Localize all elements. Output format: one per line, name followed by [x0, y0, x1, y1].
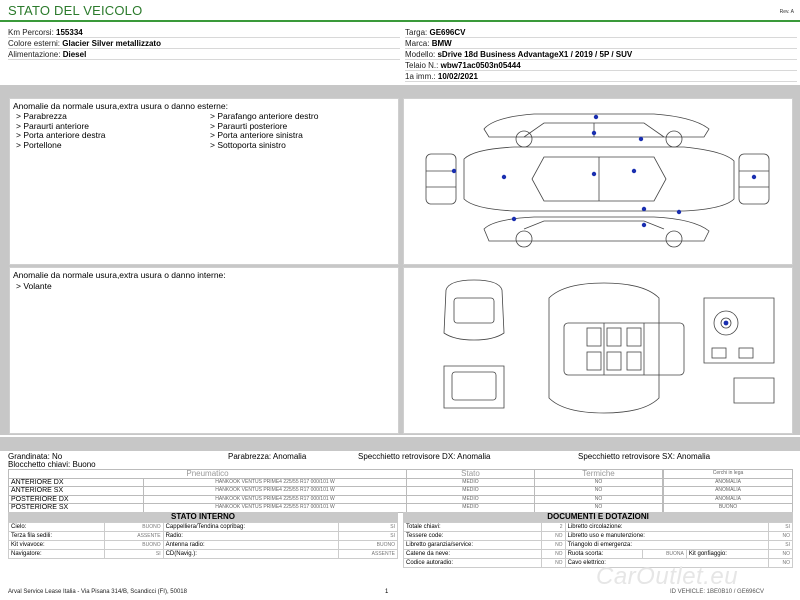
hail-status: Grandinata: No: [8, 452, 63, 461]
kv-label: Antenna radio:: [163, 541, 338, 550]
external-damage-item: > Sottoporta sinistro: [210, 139, 286, 150]
internal-damage-item: > Volante: [16, 281, 52, 291]
footer-vehicle-id: ID VEHICLE: 1BE0B10 / GE696CV: [670, 589, 765, 595]
kv-value: BUONA: [643, 550, 687, 559]
rim-state: ANOMALIA: [664, 478, 793, 487]
tyre-row: [9, 504, 663, 513]
external-diagram-panel: [403, 98, 793, 265]
kv-label: Kit gonfiaggio:: [686, 550, 768, 559]
kv-label: Libretto garanzia/service:: [404, 541, 542, 550]
tyre-thermal: NO: [535, 487, 663, 496]
external-damage-item: > Porta anteriore destra: [16, 130, 106, 140]
plate-value: GE696CV: [429, 28, 466, 37]
color-value: Glacier Silver metallizzato: [62, 39, 161, 48]
kv-label: Libretto uso e manutenzione:: [565, 532, 769, 541]
tyre-state: MEDIO: [407, 495, 535, 504]
fuel-row: [8, 49, 400, 60]
tyre-model: HANKOOK VENTUS PRIME4 225/55 R17 000/101 W: [144, 478, 407, 487]
kv-value: SI: [339, 523, 398, 532]
kv-label: Kit vivavoce:: [9, 541, 105, 550]
kv-value: BUONO: [104, 541, 163, 550]
windshield-status: Parabrezza: Anomalia: [228, 452, 307, 461]
kv-value: NO: [769, 550, 793, 559]
model-value: sDrive 18d Business AdvantageX1 / 2019 / 5P / SUV: [437, 50, 633, 59]
plate-label: Targa:: [405, 28, 428, 37]
internal-damage-title: Anomalie da normale usura,extra usura o danno interne:: [13, 270, 226, 280]
documents-row: [404, 532, 793, 541]
kv-label: Codice autoradio:: [404, 559, 542, 568]
external-damage-panel: [9, 98, 399, 265]
kv-value: SI: [339, 532, 398, 541]
key-lock-status: Blocchetto chiavi: Buono: [8, 460, 96, 469]
color-label: Colore esterni:: [8, 39, 61, 48]
internal-state-row: [9, 541, 398, 550]
revision-label: Rev. A: [779, 9, 794, 15]
model-row: [405, 49, 797, 60]
internal-damage-panel: [9, 267, 399, 434]
documents-row: [404, 541, 793, 550]
documents-title: DOCUMENTI E DOTAZIONI: [403, 512, 793, 522]
tyre-state: MEDIO: [407, 487, 535, 496]
rim-state: BUONO: [664, 504, 793, 513]
external-damage-col2: [210, 112, 318, 150]
stato-col-header: Stato: [407, 470, 535, 479]
kv-value: ASSENTE: [104, 532, 163, 541]
status-band: [0, 437, 800, 451]
rim-state: ANOMALIA: [664, 487, 793, 496]
vehicle-info-right: [405, 27, 797, 82]
tyre-thermal: NO: [535, 478, 663, 487]
kv-value: ASSENTE: [339, 550, 398, 559]
tyre-table-header: [9, 470, 663, 479]
registration-row: [405, 71, 797, 82]
kv-value: NO: [769, 532, 793, 541]
kv-value: SI: [769, 541, 793, 550]
title-rule: [0, 20, 800, 22]
vehicle-info-left: [8, 27, 400, 60]
kv-label: Catene da neve:: [404, 550, 542, 559]
documents-row: [404, 550, 793, 559]
page-number: 1: [385, 589, 389, 595]
mirror-sx-status: Specchietto retrovisore SX: Anomalia: [578, 452, 711, 461]
rims-table: [663, 469, 793, 513]
car-interior-diagram: [404, 268, 794, 435]
external-damage-item: > Paraurti posteriore: [210, 120, 288, 131]
tyre-thermal: NO: [535, 495, 663, 504]
external-damage-item: > Portellone: [16, 139, 62, 150]
brand-value: BMW: [431, 39, 452, 48]
brand-label: Marca:: [405, 39, 430, 48]
kv-label: Tessere code:: [404, 532, 542, 541]
tyre-model: HANKOOK VENTUS PRIME4 225/55 R17 000/101 W: [144, 487, 407, 496]
tyre-thermal: NO: [535, 504, 663, 513]
kv-label: Triangolo di emergenza:: [565, 541, 769, 550]
tyre-position: POSTERIORE DX: [9, 495, 144, 504]
internal-state-table: [8, 522, 398, 559]
tyre-state: MEDIO: [407, 478, 535, 487]
external-damage-item: > Parabrezza: [16, 111, 67, 121]
kv-value: NO: [541, 541, 565, 550]
tyre-state: MEDIO: [407, 504, 535, 513]
documents-table: [403, 522, 793, 568]
kv-label: CD(Navig.):: [163, 550, 338, 559]
external-damage-item: > Porta anteriore sinistra: [210, 130, 303, 140]
rim-state: ANOMALIA: [664, 495, 793, 504]
kv-value: NO: [769, 559, 793, 568]
tyre-position: ANTERIORE SX: [9, 487, 144, 496]
kv-label: Ruota scorta:: [565, 550, 643, 559]
kv-label: Cavo elettrico:: [565, 559, 769, 568]
tyre-table: [8, 469, 663, 513]
internal-diagram-panel: [403, 267, 793, 434]
kv-value: BUONO: [104, 523, 163, 532]
internal-damage-list: [16, 282, 52, 292]
kv-value: NO: [541, 532, 565, 541]
external-damage-col1: [16, 112, 106, 150]
internal-state-row: [9, 523, 398, 532]
km-value: 155334: [56, 28, 83, 37]
external-damage-item: > Paraurti anteriore: [16, 120, 89, 131]
kv-value: SI: [104, 550, 163, 559]
car-exterior-diagram: [404, 99, 794, 266]
kv-value: NO: [541, 550, 565, 559]
brand-row: [405, 38, 797, 49]
kv-label: Terza fila sedili:: [9, 532, 105, 541]
tyre-position: ANTERIORE DX: [9, 478, 144, 487]
internal-state-row: [9, 550, 398, 559]
fuel-value: Diesel: [62, 50, 87, 59]
model-label: Modello:: [405, 50, 436, 59]
km-row: [8, 27, 400, 38]
kv-value: SI: [769, 523, 793, 532]
kv-label: Radio:: [163, 532, 338, 541]
kv-label: Libretto circolazione:: [565, 523, 769, 532]
tyre-model: HANKOOK VENTUS PRIME4 225/55 R17 000/101 W: [144, 495, 407, 504]
fuel-label: Alimentazione:: [8, 50, 61, 59]
tyre-col-header: Pneumatico: [9, 470, 407, 479]
mirror-dx-status: Specchietto retrovisore DX: Anomalia: [358, 452, 491, 461]
tyre-position: POSTERIORE SX: [9, 504, 144, 513]
section-band: [0, 85, 800, 97]
termiche-col-header: Termiche: [535, 470, 663, 479]
vin-row: [405, 60, 797, 71]
tyre-row: [9, 495, 663, 504]
external-damage-title: Anomalie da normale usura,extra usura o danno esterne:: [13, 101, 228, 111]
tyre-row: [9, 487, 663, 496]
km-label: Km Percorsi:: [8, 28, 54, 37]
kv-label: Navigatore:: [9, 550, 105, 559]
footer-company: Arval Service Lease Italia - Via Pisana 314/B, Scandicci (FI), 50018: [8, 589, 187, 595]
color-row: [8, 38, 400, 49]
kv-value: BUONO: [339, 541, 398, 550]
kv-value: NO: [541, 559, 565, 568]
registration-label: 1a imm.:: [405, 72, 436, 81]
tyre-model: HANKOOK VENTUS PRIME4 225/55 R17 000/101 W: [144, 504, 407, 513]
kv-label: Cielo:: [9, 523, 105, 532]
vin-label: Telaio N.:: [405, 61, 439, 70]
external-damage-item: > Parafango anteriore destro: [210, 111, 319, 121]
kv-label: Totale chiavi:: [404, 523, 542, 532]
documents-row: [404, 523, 793, 532]
tyre-row: [9, 478, 663, 487]
internal-state-title: STATO INTERNO: [8, 512, 398, 522]
registration-value: 10/02/2021: [437, 72, 478, 81]
rims-col-header: Cerchi in lega: [664, 470, 793, 479]
kv-label: Cappelliera/Tendina copribag:: [163, 523, 338, 532]
plate-row: [405, 27, 797, 38]
kv-value: 2: [541, 523, 565, 532]
internal-state-row: [9, 532, 398, 541]
page-title: STATO DEL VEICOLO: [8, 3, 143, 18]
watermark-logo: CarOutlet.eu: [596, 563, 739, 590]
vin-value: wbw71ac0503n05444: [440, 61, 521, 70]
